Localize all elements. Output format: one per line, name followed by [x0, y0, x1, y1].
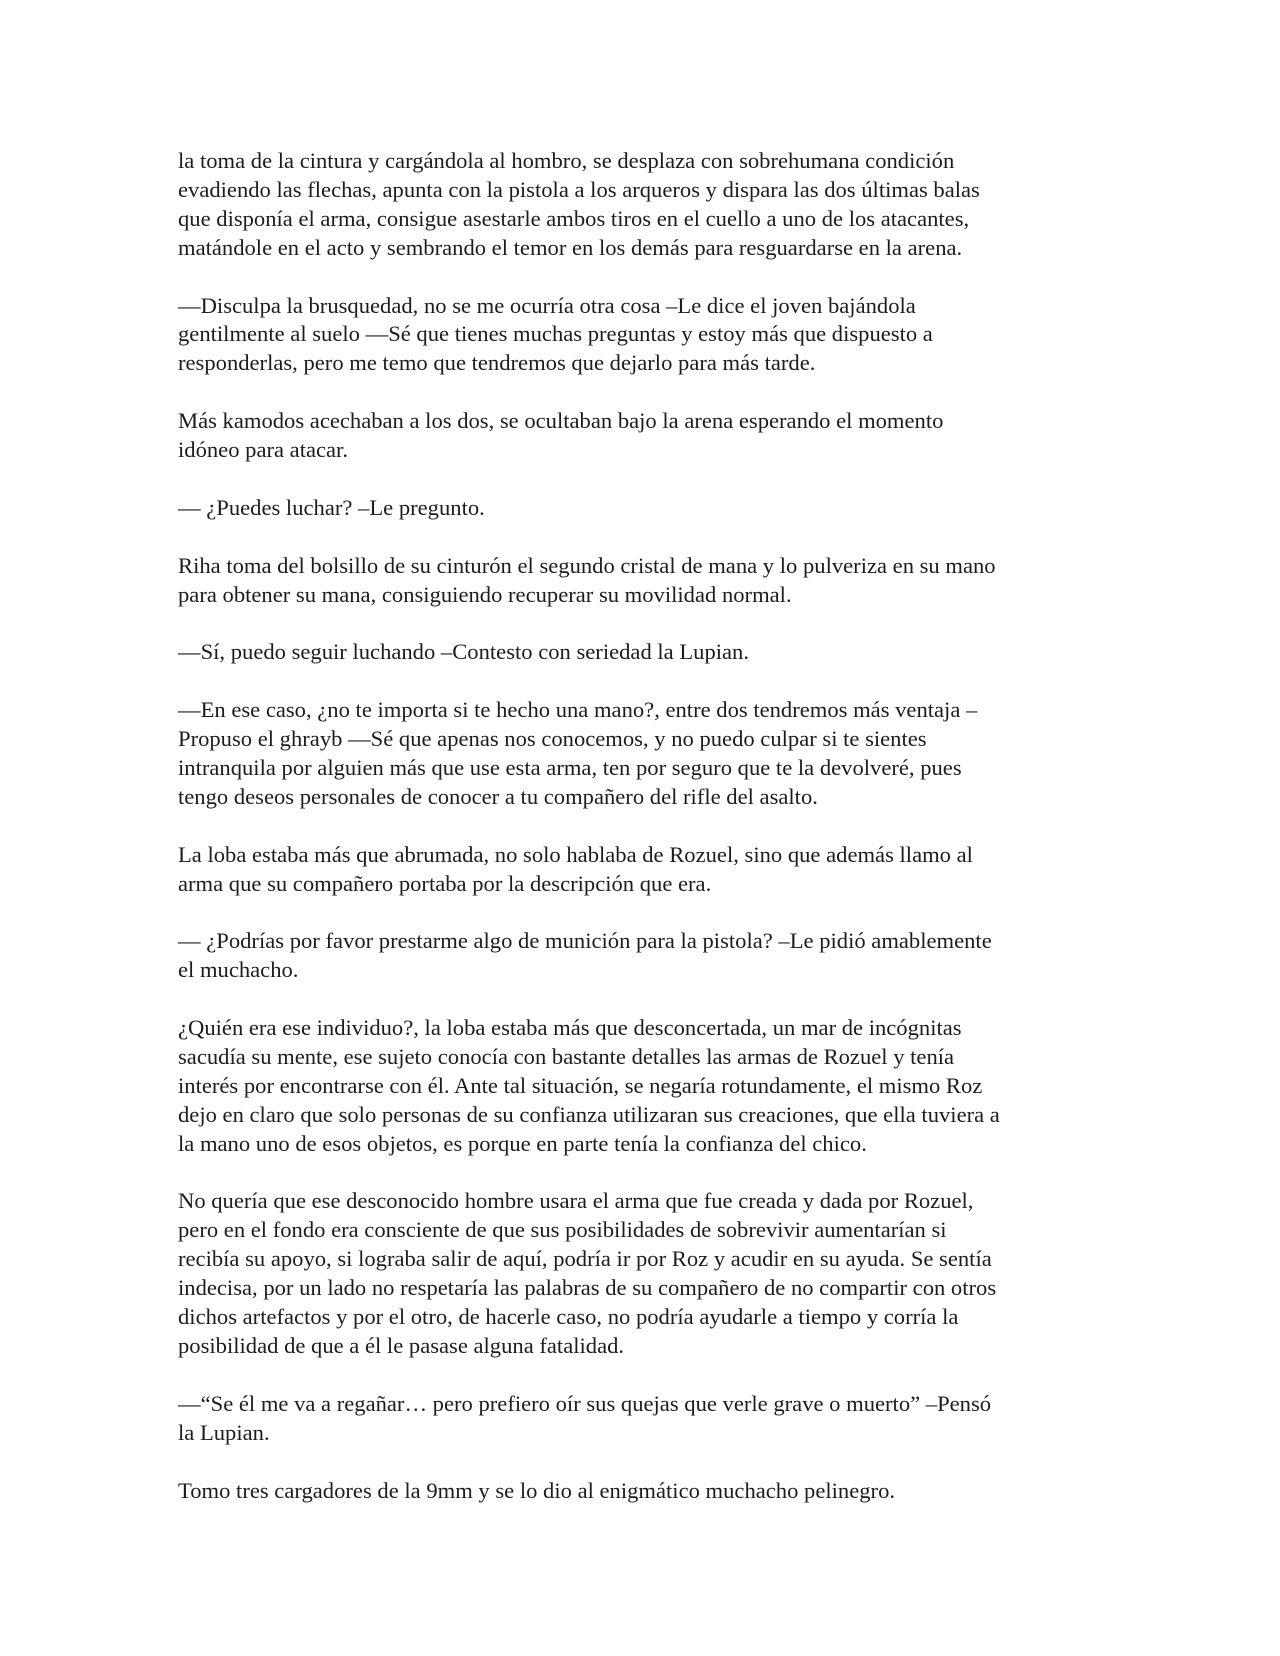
paragraph [178, 1390, 1103, 1448]
paragraph [178, 1187, 1103, 1360]
text-line: Propuso el ghrayb —Sé que apenas nos conocemos, y no puedo culpar si te sientes [178, 726, 927, 752]
text-line: Más kamodos acechaban a los dos, se ocultaban bajo la arena esperando el momento [178, 408, 944, 434]
text-line: posibilidad de que a él le pasase alguna fatalidad. [178, 1333, 625, 1358]
story-text [178, 147, 1103, 1505]
paragraph [178, 407, 1103, 465]
text-line: Riha toma del bolsillo de su cinturón el segundo cristal de mana y lo pulveriza en su mano [178, 552, 996, 578]
text-line: ¿Quién era ese individuo?, la loba estaba más que desconcertada, un mar de incógnitas [178, 1015, 962, 1041]
text-line: gentilmente al suelo —Sé que tienes muchas preguntas y estoy más que dispuesto a [178, 321, 933, 347]
text-line: —“Se él me va a regañar… pero prefiero oír sus quejas que verle grave o muerto” –Pensó [178, 1390, 992, 1416]
text-line: La loba estaba más que abrumada, no solo hablaba de Rozuel, sino que además llamo al [178, 841, 973, 867]
text-line: recibía su apoyo, si lograba salir de aquí, podría ir por Roz y acudir en su ayuda. Se sentía [178, 1246, 992, 1272]
text-line: la Lupian. [178, 1419, 270, 1445]
text-line: para obtener su mana, consiguiendo recuperar su movilidad normal. [178, 581, 792, 607]
text-line: tengo deseos personales de conocer a tu compañero del rifle del asalto. [178, 783, 818, 809]
paragraph [178, 1477, 1103, 1506]
paragraph [178, 696, 1103, 812]
text-line: — ¿Puedes luchar? –Le pregunto. [178, 494, 485, 520]
text-line: No quería que ese desconocido hombre usara el arma que fue creada y dada por Rozuel, [178, 1188, 974, 1214]
text-line: interés por encontrarse con él. Ante tal situación, se negaría rotundamente, el mismo Roz [178, 1072, 983, 1098]
text-line: el muchacho. [178, 957, 299, 983]
text-line: evadiendo las flechas, apunta con la pistola a los arqueros y dispara las dos últimas balas [178, 176, 980, 202]
text-line: matándole en el acto y sembrando el temor en los demás para resguardarse en la arena. [178, 234, 963, 260]
text-line: arma que su compañero portaba por la descripción que era. [178, 870, 712, 896]
text-line: intranquila por alguien más que use esta arma, ten por seguro que te la devolveré, pues [178, 754, 962, 780]
text-line: sacudía su mente, ese sujeto conocía con bastante detalles las armas de Rozuel y tenía [178, 1043, 955, 1069]
paragraph [178, 552, 1103, 610]
text-line: indecisa, por un lado no respetaría las palabras de su compañero de no compartir con otros [178, 1275, 997, 1301]
text-line: Tomo tres cargadores de la 9mm y se lo dio al enigmático muchacho pelinegro. [178, 1477, 896, 1503]
text-line: la toma de la cintura y cargándola al hombro, se desplaza con sobrehumana condición [178, 148, 955, 173]
text-line: dichos artefactos y por el otro, de hacerle caso, no podría ayudarle a tiempo y corría la [178, 1304, 959, 1330]
paragraph [178, 147, 1103, 263]
text-line: idóneo para atacar. [178, 437, 348, 463]
text-line: que disponía el arma, consigue asestarle ambos tiros en el cuello a uno de los atacantes, [178, 205, 970, 231]
paragraph [178, 292, 1103, 379]
text-line: dejo en claro que solo personas de su confianza utilizaran sus creaciones, que ella tuviera a [178, 1101, 1000, 1127]
text-line: —Sí, puedo seguir luchando –Contesto con seriedad la Lupian. [178, 639, 749, 665]
paragraph [178, 1014, 1103, 1159]
paragraph [178, 841, 1103, 899]
document-page [178, 147, 1103, 1534]
text-line: responderlas, pero me temo que tendremos que dejarlo para más tarde. [178, 350, 816, 376]
paragraph [178, 638, 1103, 667]
text-line: — ¿Podrías por favor prestarme algo de munición para la pistola? –Le pidió amablemente [178, 928, 992, 954]
paragraph [178, 494, 1103, 523]
text-line: la mano uno de esos objetos, es porque en parte tenía la confianza del chico. [178, 1130, 867, 1156]
text-line: —Disculpa la brusquedad, no se me ocurría otra cosa –Le dice el joven bajándola [178, 292, 916, 318]
text-line: —En ese caso, ¿no te importa si te hecho una mano?, entre dos tendremos más ventaja – [178, 697, 978, 723]
paragraph [178, 927, 1103, 985]
text-line: pero en el fondo era consciente de que sus posibilidades de sobrevivir aumentarían si [178, 1217, 947, 1243]
